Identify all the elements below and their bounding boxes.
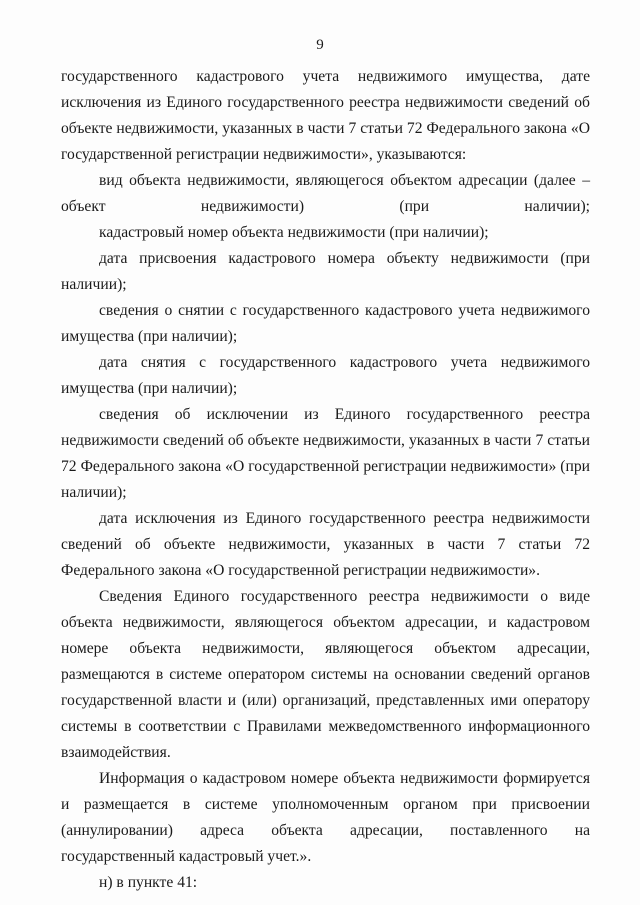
document-body	[61, 64, 590, 896]
paragraph-10: Информация о кадастровом номере объекта недвижимости формируется и размещается в системе уполномоченным органом при присвоении (аннулировании) адреса объекта адресации, поставленного на государственный кадастровый учет.».	[61, 770, 590, 865]
paragraph-11: н) в пункте 41:	[99, 874, 198, 891]
paragraph-3: кадастровый номер объекта недвижимости (при наличии);	[99, 224, 489, 241]
paragraph-5: сведения о снятии с государственного кадастрового учета недвижимого имущества (при наличии);	[61, 302, 590, 345]
paragraph-1: государственного кадастрового учета недвижимого имущества, дате исключения из Единого государственного реестра недвижимости сведений об объекте недвижимости, указанных в части 7 статьи 72 Федерального закона «О государственной регистрации недвижимости», указываются:	[61, 68, 590, 163]
paragraph-9: Сведения Единого государственного реестра недвижимости о виде объекта недвижимости, являющегося объектом адресации, и кадастровом номере объекта недвижимости, являющегося объектом адресации, размещаются в системе оператором системы на основании сведений органов государственной власти и (или) организаций, представленных ими оператору системы в соответствии с Правилами межведомственного информационного взаимодействия.	[61, 588, 590, 761]
paragraph-7: сведения об исключении из Единого государственного реестра недвижимости сведений об объекте недвижимости, указанных в части 7 статьи 72 Федерального закона «О государственной регистрации недвижимости» (при наличии);	[61, 406, 590, 501]
paragraph-6: дата снятия с государственного кадастрового учета недвижимого имущества (при наличии);	[61, 354, 590, 397]
page-number: 9	[316, 37, 324, 53]
paragraph-2: вид объекта недвижимости, являющегося объектом адресации (далее – объект недвижимости) (при наличии);	[61, 172, 590, 215]
paragraph-4: дата присвоения кадастрового номера объекту недвижимости (при наличии);	[61, 250, 590, 293]
paragraph-8: дата исключения из Единого государственного реестра недвижимости сведений об объекте недвижимости, указанных в части 7 статьи 72 Федерального закона «О государственной регистрации недвижимости».	[61, 510, 590, 579]
